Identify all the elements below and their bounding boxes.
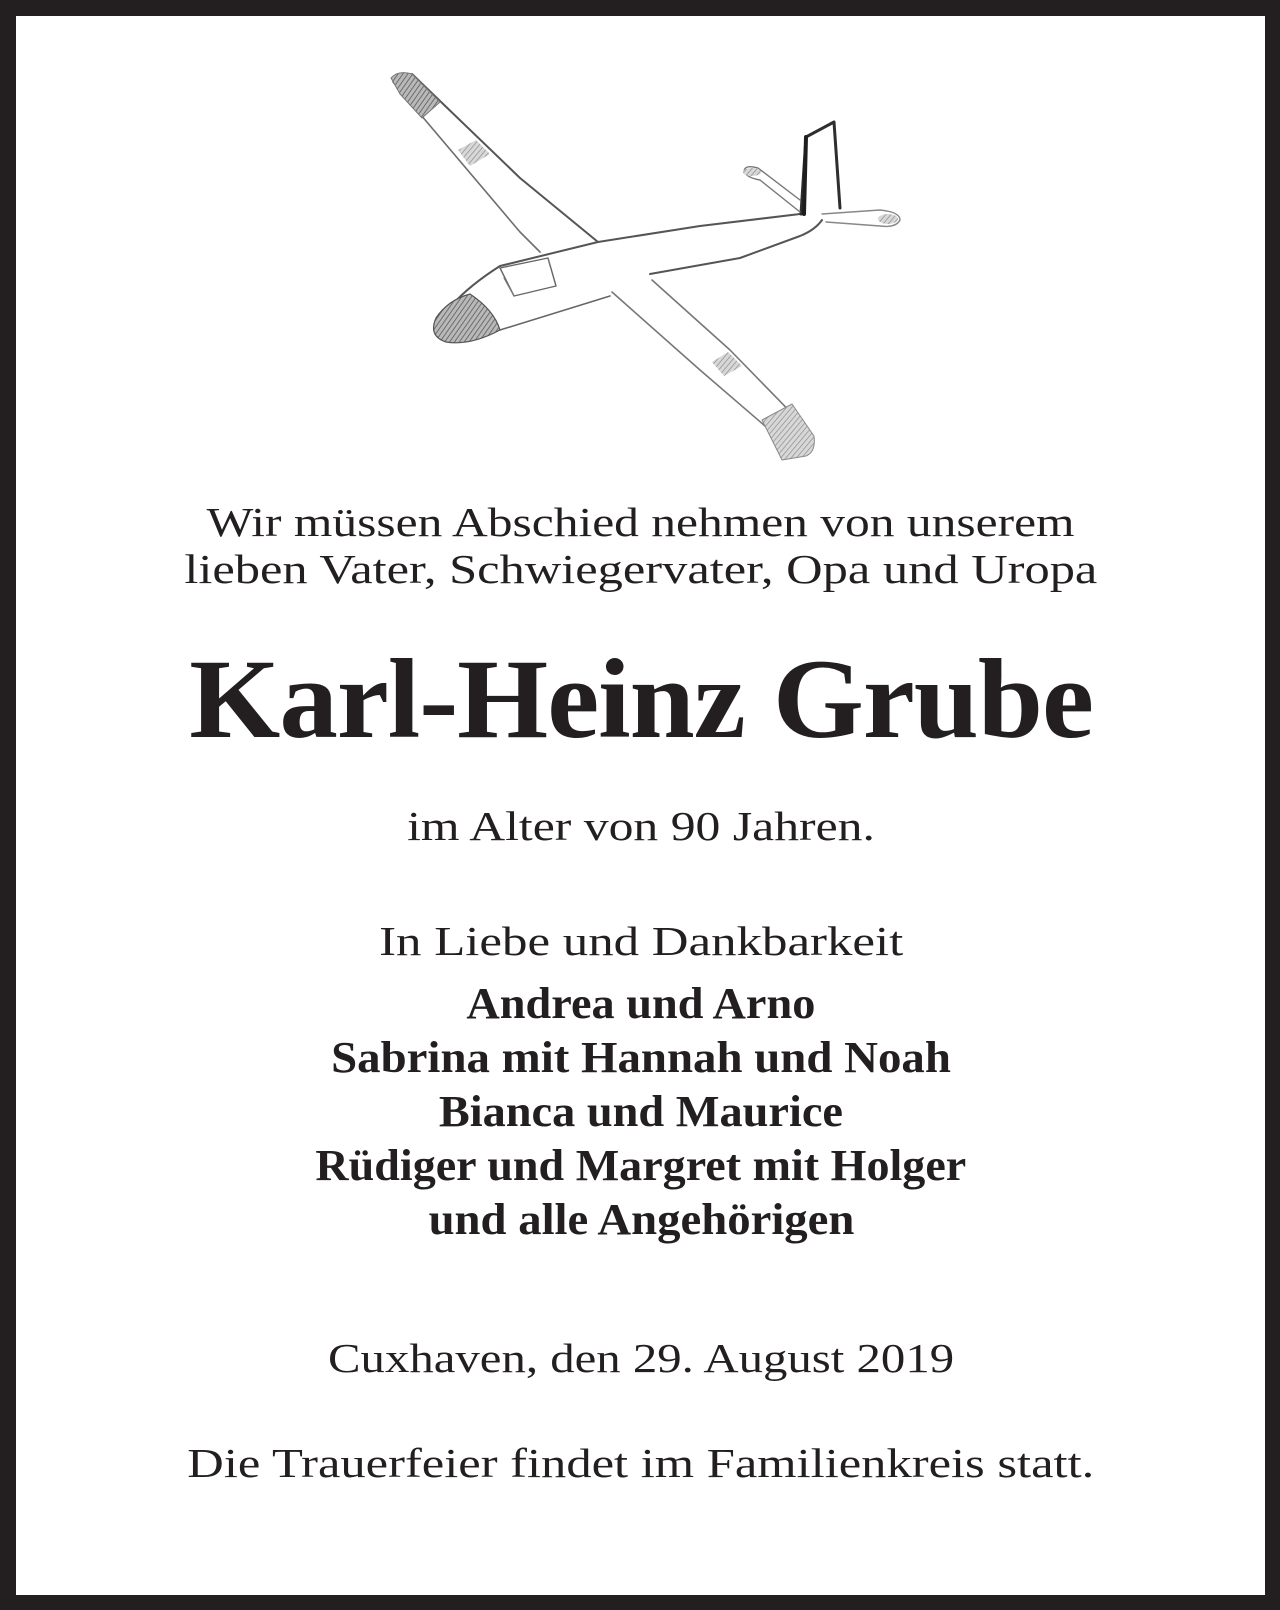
funeral-note: Die Trauerfeier findet im Familienkreis statt.: [187, 1440, 1095, 1486]
glider-sketch-icon: [370, 60, 930, 480]
closing-phrase: In Liebe und Dankbarkeit: [378, 918, 904, 964]
mourner-line: und alle Angehörigen: [428, 1195, 854, 1244]
mourner-line: Andrea und Arno: [466, 979, 816, 1028]
deceased-name: Karl-Heinz Grube: [189, 637, 1093, 762]
age-line: im Alter von 90 Jahren.: [407, 803, 875, 849]
place-date: Cuxhaven, den 29. August 2019: [327, 1335, 955, 1381]
mourner-line: Bianca und Maurice: [438, 1087, 844, 1136]
intro-line-1: Wir müssen Abschied nehmen von unserem: [207, 499, 1075, 545]
mourner-line: Sabrina mit Hannah und Noah: [331, 1033, 951, 1082]
intro-line-2: lieben Vater, Schwiegervater, Opa und Uropa: [184, 546, 1098, 592]
mourner-line: Rüdiger und Margret mit Holger: [315, 1141, 967, 1190]
